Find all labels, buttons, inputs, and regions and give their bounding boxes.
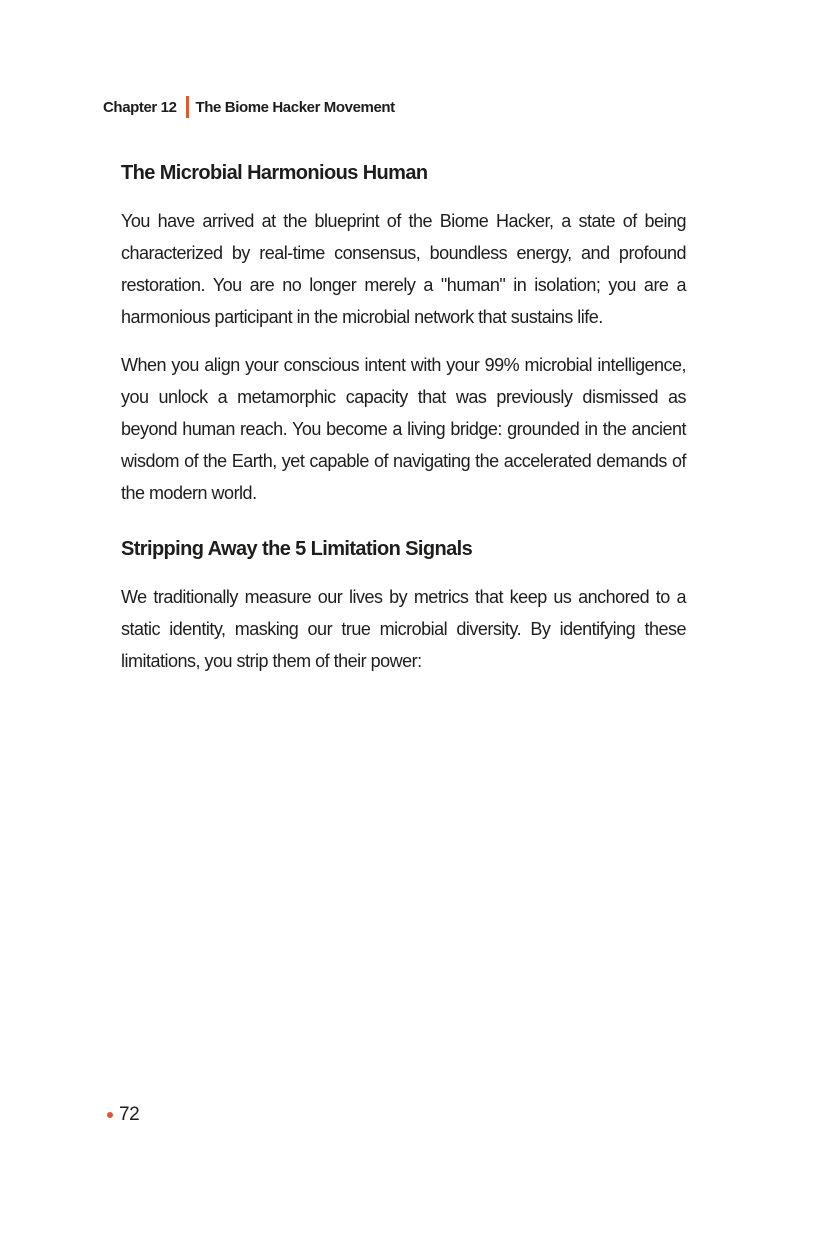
- section-heading: The Microbial Harmonious Human: [121, 162, 428, 184]
- body-paragraph: You have arrived at the blueprint of the Biome Hacker, a state of being characterized by real-time consensus, boundless energy, and profound restoration. You are no longer merely a "human" in isolation; you are a harmonious participant in the microbial network that sustains life.: [121, 211, 686, 327]
- running-header: [103, 96, 395, 118]
- chapter-label: Chapter 12: [103, 98, 177, 116]
- page-number: [107, 1104, 139, 1126]
- header-divider: [186, 96, 189, 118]
- section-heading: Stripping Away the 5 Limitation Signals: [121, 538, 473, 560]
- body-paragraph: We traditionally measure our lives by metrics that keep us anchored to a static identity, masking our true microbial diversity. By identifying these limitations, you strip them of their power:: [121, 587, 686, 671]
- chapter-title: The Biome Hacker Movement: [195, 98, 395, 116]
- page-content: [121, 157, 686, 677]
- body-paragraph: When you align your conscious intent with your 99% microbial intelligence, you unlock a metamorphic capacity that was previously dismissed as beyond human reach. You become a living bridge: grounded in the ancient wisdom of the Earth, yet capable of navigating the accelerated demands of the modern world.: [121, 355, 686, 503]
- page-number-value: 72: [119, 1104, 140, 1125]
- bullet-dot-icon: [107, 1112, 113, 1118]
